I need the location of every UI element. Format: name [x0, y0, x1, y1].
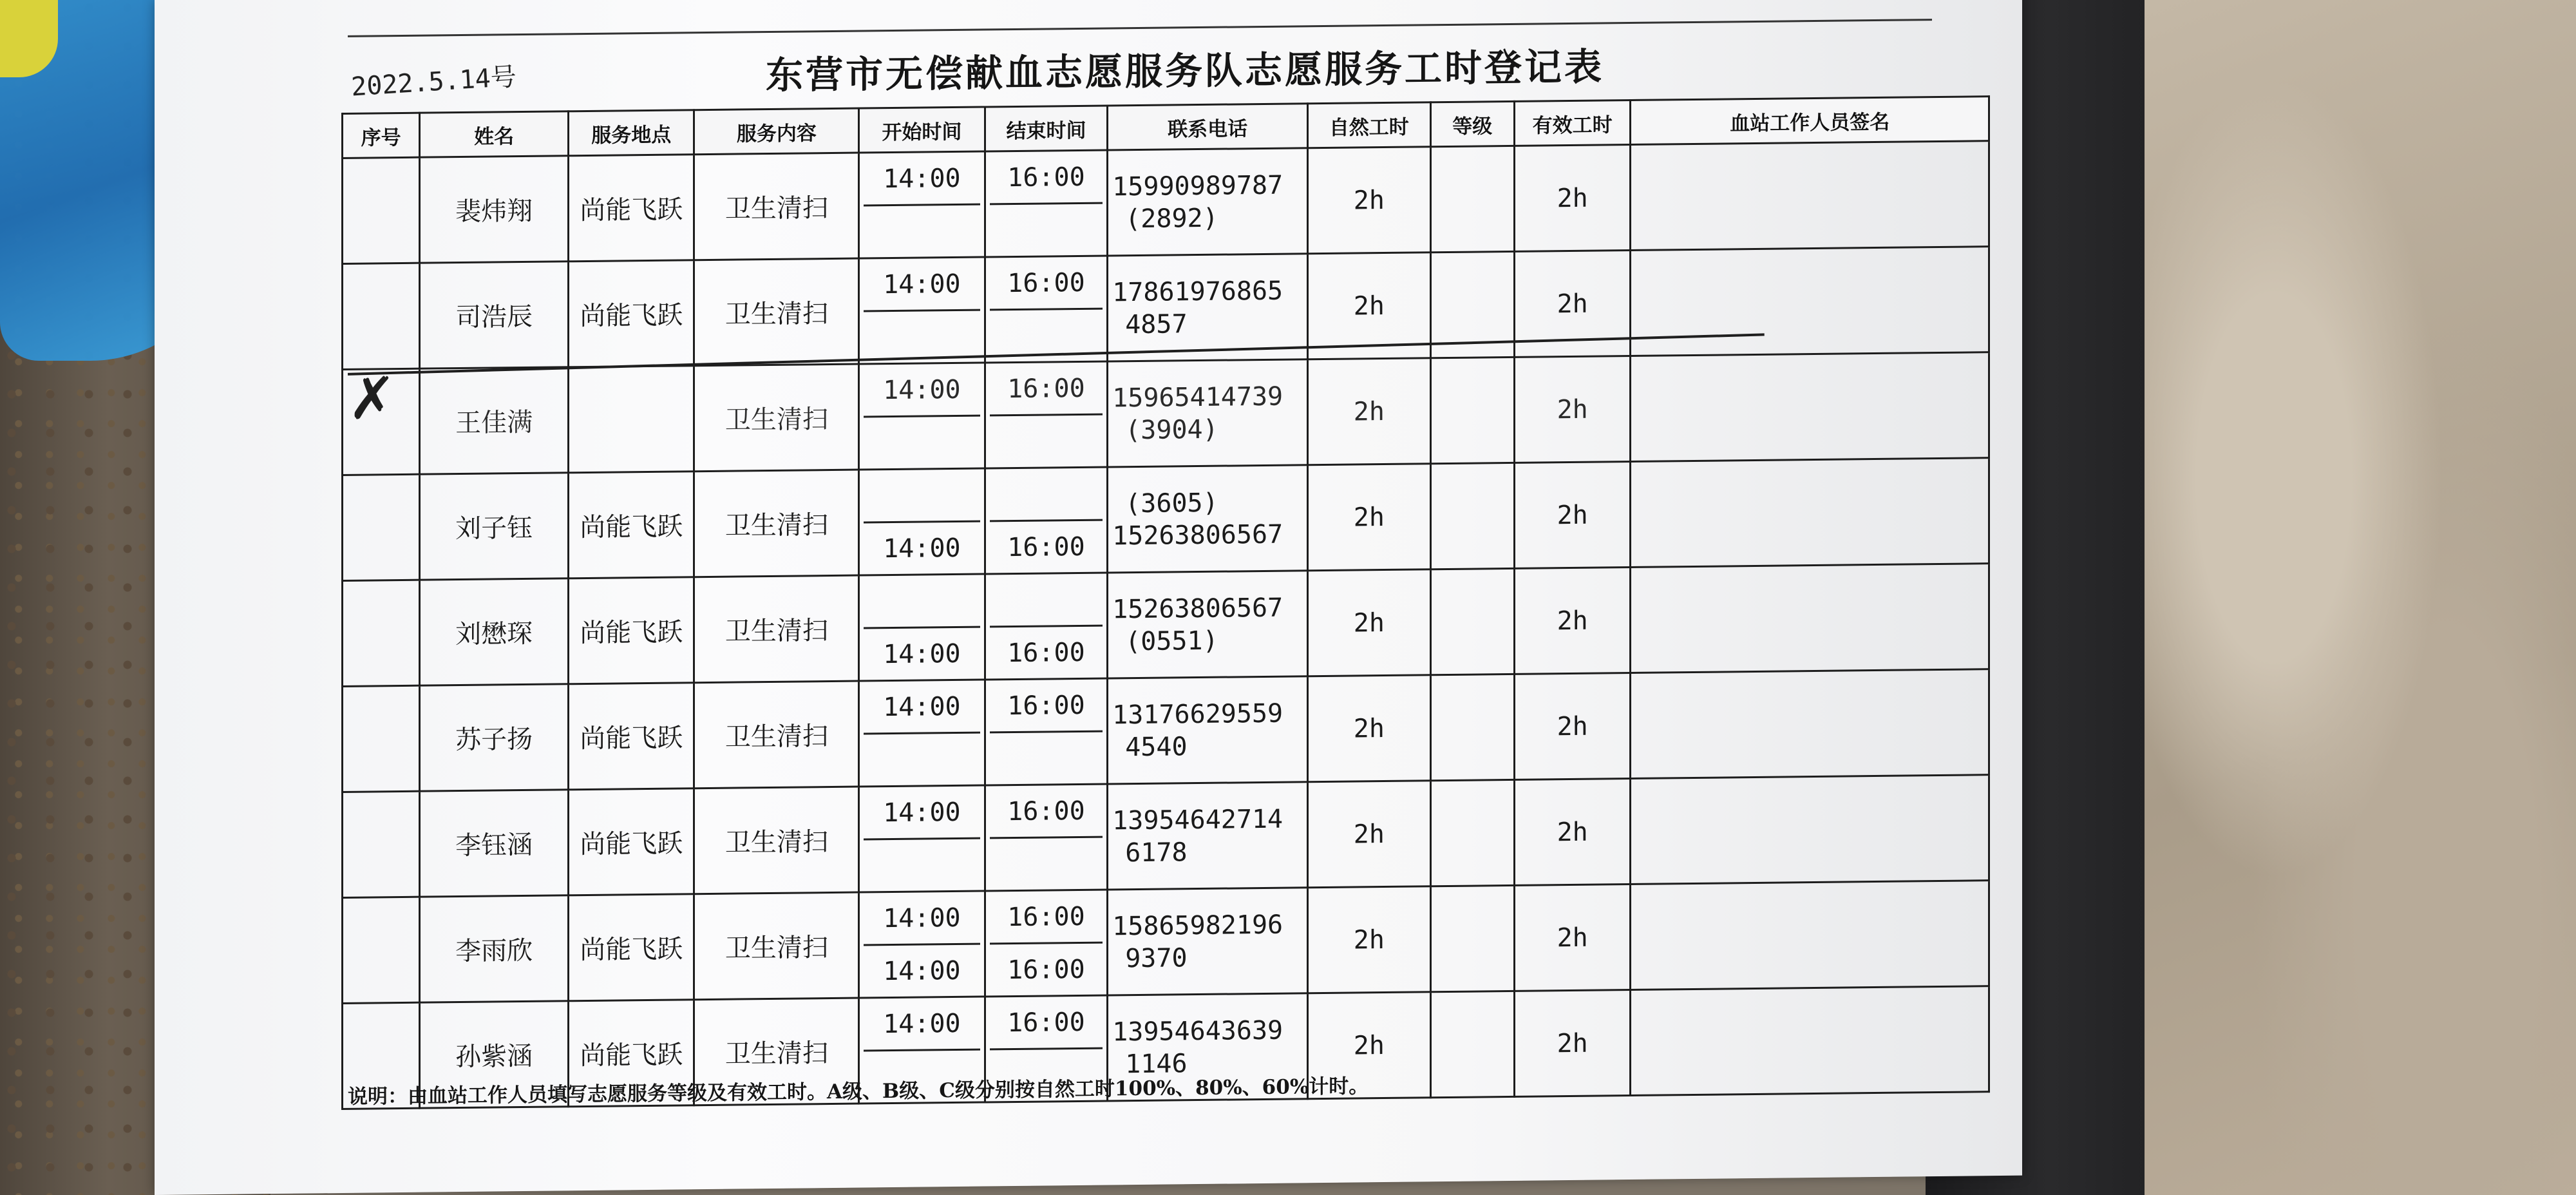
start-time: 14:00 [864, 681, 980, 735]
end-time-blank [990, 416, 1103, 468]
cell-natural-hours: 2h [1308, 253, 1431, 359]
cell-place: 尚能飞跃 [568, 577, 694, 684]
cell-level [1430, 885, 1514, 991]
phone-extra: (0551) [1125, 626, 1218, 656]
end-time: 16:00 [990, 151, 1103, 206]
top-rule [348, 19, 1932, 37]
cell-start [859, 363, 985, 470]
cell-start [859, 468, 985, 575]
start-time: 14:00 [864, 998, 980, 1052]
header-no: 序号 [343, 113, 420, 158]
cell-no [343, 685, 420, 792]
end-time: 16:00 [990, 891, 1103, 945]
cell-content: 卫生清扫 [694, 681, 859, 789]
cell-content: 卫生清扫 [694, 470, 859, 577]
cell-no [343, 263, 420, 369]
table-row [343, 141, 1989, 264]
end-time: 16:00 [1007, 531, 1085, 562]
end-time-blank [990, 732, 1103, 785]
cell-level [1430, 991, 1514, 1097]
cell-end [985, 361, 1108, 468]
table-row [343, 775, 1989, 898]
cell-signature [1631, 352, 1989, 462]
cell-place: 尚能飞跃 [568, 683, 694, 790]
cell-phone [1108, 465, 1308, 573]
phone-extra: 4540 [1125, 731, 1188, 762]
header-natural-hours: 自然工时 [1308, 102, 1431, 148]
cell-level [1430, 779, 1514, 886]
phone-number: 15263806567 [1112, 593, 1283, 624]
cell-natural-hours: 2h [1308, 675, 1431, 782]
cell-start [859, 574, 985, 681]
start-time: 14:00 [883, 638, 961, 669]
end-time: 16:00 [990, 785, 1103, 839]
start-time: 14:00 [864, 892, 980, 946]
cell-signature [1631, 141, 1989, 251]
cell-effective-hours: 2h [1514, 778, 1630, 885]
end-time: 16:00 [990, 363, 1103, 417]
cell-place: 尚能飞跃 [568, 260, 694, 367]
marble-surface [2145, 0, 2576, 1195]
cell-signature [1631, 669, 1989, 779]
cell-natural-hours: 2h [1308, 358, 1431, 465]
phone-number: 15865982196 [1112, 910, 1283, 941]
cell-level [1430, 674, 1514, 780]
cell-place: 尚能飞跃 [568, 894, 694, 1001]
end-time-blank [990, 204, 1103, 256]
start-time: 14:00 [864, 787, 980, 841]
start-time-blank [864, 734, 980, 786]
start-time-blank [864, 417, 980, 469]
header-place: 服务地点 [568, 110, 694, 156]
end-time: 16:00 [1007, 637, 1085, 668]
cell-end [985, 573, 1108, 680]
cell-name: 刘子钰 [420, 473, 569, 580]
cell-phone [1108, 254, 1308, 361]
header-name: 姓名 [420, 111, 569, 157]
cell-name: 刘懋琛 [420, 578, 569, 685]
cell-no [343, 791, 420, 897]
cell-end [985, 150, 1108, 257]
page-title: 东营市无偿献血志愿服务队志愿服务工时登记表 [765, 44, 1604, 98]
table-row-struck [343, 352, 1989, 475]
cell-effective-hours: 2h [1514, 989, 1630, 1096]
cell-content: 卫生清扫 [694, 575, 859, 683]
phone-number: 15965414739 [1112, 381, 1283, 413]
cell-content: 卫生清扫 [694, 258, 859, 366]
header-start: 开始时间 [859, 107, 985, 153]
header-level: 等级 [1430, 101, 1514, 146]
cell-natural-hours: 2h [1308, 147, 1431, 254]
phone-extra: 9370 [1125, 942, 1188, 973]
cell-end [985, 678, 1108, 785]
cell-start [859, 151, 985, 258]
end-time: 16:00 [990, 997, 1103, 1051]
phone-number: 13954642714 [1112, 804, 1283, 836]
cell-name: 苏子扬 [420, 684, 569, 791]
phone-extra: 4857 [1125, 309, 1188, 339]
cell-level [1430, 463, 1514, 569]
cell-signature [1631, 775, 1989, 884]
cell-natural-hours: 2h [1308, 886, 1431, 993]
end-time-blank [990, 468, 1103, 522]
cross-out-mark: ✗ [348, 365, 397, 433]
cell-phone [1108, 359, 1308, 467]
cell-no [343, 157, 420, 263]
footnote: 说明：由血站工作人员填写志愿服务等级及有效工时。A级、B级、C级分别按自然工时100%、80%、60%计时。 [348, 1075, 1369, 1109]
cell-content: 卫生清扫 [694, 153, 859, 260]
header-phone: 联系电话 [1108, 104, 1308, 150]
header-effective-hours: 有效工时 [1514, 100, 1630, 146]
cell-effective-hours: 2h [1514, 567, 1630, 674]
cell-effective-hours: 2h [1514, 356, 1630, 463]
end-time-blank [990, 838, 1103, 890]
cell-end [985, 467, 1108, 574]
phone-extra: (3904) [1125, 414, 1218, 445]
phone-number: 13176629559 [1112, 698, 1283, 730]
header-signature: 血站工作人员签名 [1631, 97, 1989, 145]
cell-start [859, 257, 985, 364]
start-time: 14:00 [864, 153, 980, 207]
cell-level [1430, 146, 1514, 252]
start-time: 14:00 [883, 533, 961, 564]
table-row [343, 564, 1989, 687]
cell-content: 卫生清扫 [694, 892, 859, 1000]
cell-content: 卫生清扫 [694, 787, 859, 894]
cell-place: 尚能飞跃 [568, 789, 694, 895]
cell-natural-hours: 2h [1308, 992, 1431, 1099]
cell-start [859, 680, 985, 787]
cell-no [343, 897, 420, 1003]
cell-signature [1631, 564, 1989, 673]
cell-name: 李钰涵 [420, 790, 569, 897]
table-row [343, 669, 1989, 792]
cell-content: 卫生清扫 [694, 364, 859, 472]
start-time-blank [864, 470, 980, 524]
start-time-blank [864, 839, 980, 892]
phone-number: 17861976865 [1112, 276, 1283, 307]
end-time: 16:00 [990, 257, 1103, 311]
cell-phone [1108, 888, 1308, 995]
cell-effective-hours: 2h [1514, 673, 1630, 779]
cell-signature [1631, 458, 1989, 568]
phone-extra: (2892) [1125, 203, 1218, 234]
cell-end [985, 784, 1108, 891]
cell-signature [1631, 881, 1989, 990]
cell-natural-hours: 2h [1308, 464, 1431, 571]
cell-place [568, 366, 694, 473]
cell-signature [1631, 247, 1989, 356]
cell-level [1430, 357, 1514, 463]
end-time-blank [990, 574, 1103, 628]
header-content: 服务内容 [694, 108, 859, 155]
cell-phone [1108, 571, 1308, 678]
phone-extra: 6178 [1125, 837, 1188, 868]
cell-place: 尚能飞跃 [568, 155, 694, 262]
cell-start [859, 891, 985, 998]
cell-place: 尚能飞跃 [568, 1000, 694, 1107]
cell-name: 司浩辰 [420, 262, 569, 368]
start-time: 14:00 [864, 258, 980, 312]
cell-content: 卫生清扫 [694, 998, 859, 1105]
table-row [343, 458, 1989, 581]
table-row [343, 881, 1989, 1004]
handwritten-date: 2022.5.14号 [350, 62, 517, 102]
registration-sheet [155, 0, 2022, 1195]
cell-name: 孙紫涵 [420, 1001, 569, 1108]
cell-effective-hours: 2h [1514, 144, 1630, 251]
cell-name: 李雨欣 [420, 895, 569, 1002]
cell-place: 尚能飞跃 [568, 472, 694, 578]
cell-level [1430, 568, 1514, 674]
cell-start [859, 785, 985, 892]
cell-phone [1108, 782, 1308, 890]
phone-number: 13954643639 [1112, 1015, 1283, 1047]
cell-name: 王佳满 [420, 367, 569, 474]
start-time: 14:00 [864, 364, 980, 418]
cell-effective-hours: 2h [1514, 250, 1630, 357]
cell-no [343, 474, 420, 580]
cell-signature [1631, 986, 1989, 1096]
cell-name: 裴炜翔 [420, 156, 569, 263]
cell-end [985, 890, 1108, 997]
phone-number: 15263806567 [1112, 519, 1283, 551]
cell-natural-hours: 2h [1308, 781, 1431, 888]
end-time: 16:00 [990, 680, 1103, 734]
volunteer-hours-table [341, 95, 1990, 1110]
cell-end [985, 256, 1108, 363]
end-time-2: 16:00 [1007, 954, 1085, 985]
cell-effective-hours: 2h [1514, 884, 1630, 991]
cell-phone [1108, 676, 1308, 784]
start-time-blank [864, 575, 980, 629]
cell-phone [1108, 148, 1308, 256]
start-time-blank [864, 206, 980, 258]
header-end: 结束时间 [985, 106, 1108, 151]
phone-extra: (3605) [1125, 488, 1218, 519]
phone-extra: 1146 [1125, 1048, 1188, 1079]
cell-natural-hours: 2h [1308, 569, 1431, 676]
phone-number: 15990989787 [1112, 170, 1283, 202]
cell-effective-hours: 2h [1514, 461, 1630, 568]
start-time-2: 14:00 [883, 955, 961, 986]
cell-no [343, 580, 420, 686]
